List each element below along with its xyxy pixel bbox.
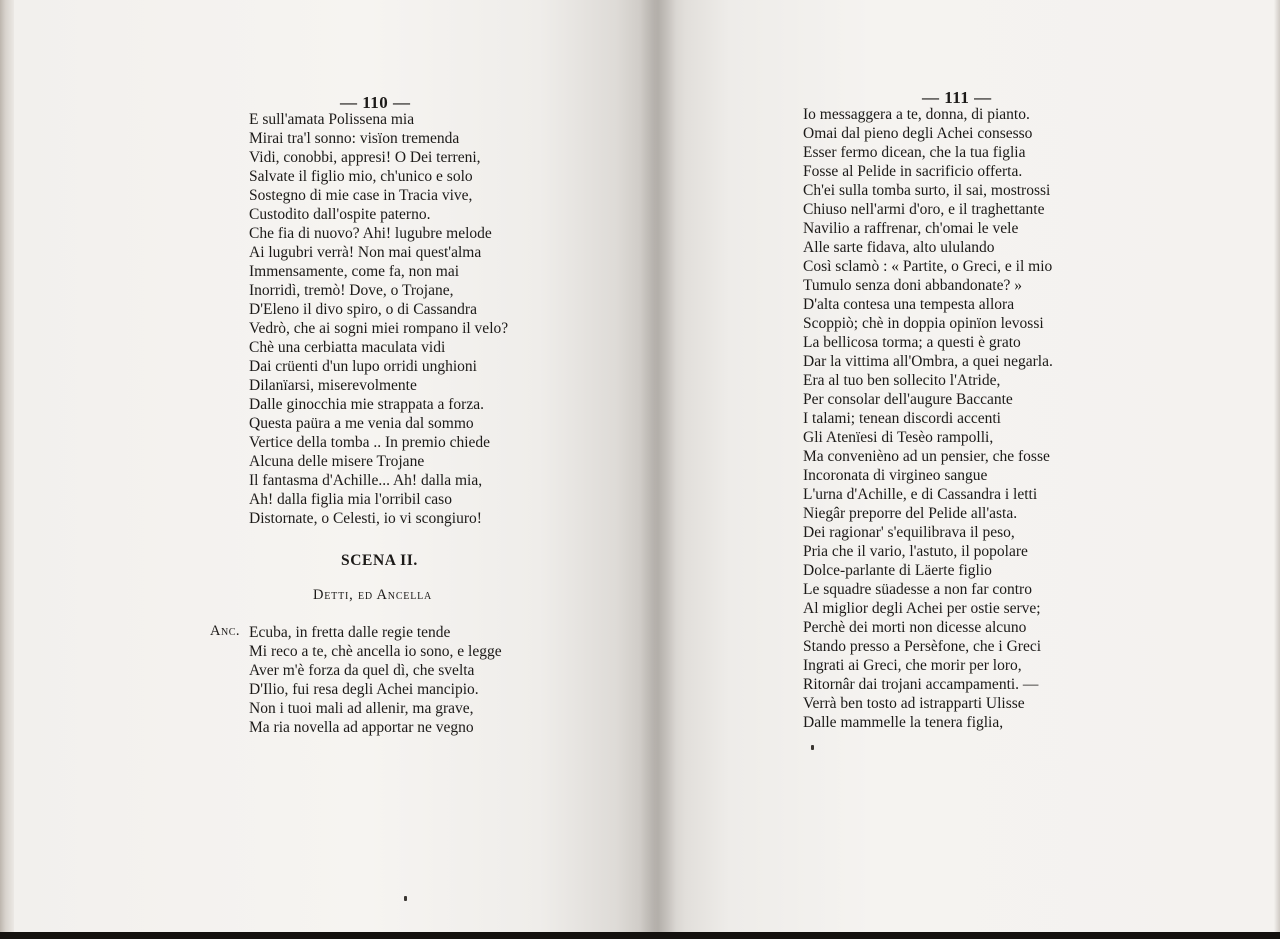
verse-line: Così sclamò : « Partite, o Greci, e il mio — [803, 258, 1053, 275]
verse-line: D'Ilio, fui resa degli Achei mancipio. — [249, 681, 479, 698]
left-page-edge — [0, 0, 14, 932]
verse-line: L'urna d'Achille, e di Cassandra i letti — [803, 486, 1038, 503]
verse-line: Alle sarte fidava, alto ululando — [803, 239, 995, 256]
verse-line: Aver m'è forza da quel dì, che svelta — [249, 662, 475, 679]
verse-line: Scoppiò; chè in doppia opinïon levossi — [803, 315, 1044, 332]
verse-line: Ah! dalla figlia mia l'orribil caso — [249, 491, 452, 508]
verse-line: Il fantasma d'Achille... Ah! dalla mia, — [249, 472, 483, 489]
verse-line: Gli Atenïesi di Tesèo rampolli, — [803, 429, 994, 446]
speaker-label: Anc. — [210, 623, 240, 639]
left-verse-block — [249, 110, 508, 528]
verse-line: Incoronata di virgineo sangue — [803, 467, 988, 484]
right-page-number: — 111 — — [922, 88, 992, 107]
verse-line: Tumulo senza doni abbandonate? » — [803, 277, 1022, 294]
verse-line: Dar la vittima all'Ombra, a quei negarla. — [803, 353, 1053, 370]
verse-line: Dei ragionar' s'equilibrava il peso, — [803, 524, 1015, 541]
verse-line: Fosse al Pelide in sacrificio offerta. — [803, 163, 1023, 180]
verse-line: D'Eleno il divo spiro, o di Cassandra — [249, 301, 477, 318]
verse-line: Io messaggera a te, donna, di pianto. — [803, 106, 1030, 123]
verse-line: Dalle mammelle la tenera figlia, — [803, 714, 1004, 731]
verse-line: Vedrò, che ai sogni miei rompano il velo? — [249, 320, 509, 337]
ink-speck — [404, 896, 407, 901]
verse-line: Verrà ben tosto ad istrapparti Ulisse — [803, 695, 1025, 712]
ancella-speech-block — [249, 623, 502, 737]
table-surface — [0, 932, 1280, 939]
verse-line: Inorridì, tremò! Dove, o Trojane, — [249, 282, 454, 299]
right-page-edge — [1274, 0, 1280, 932]
verse-line: Vidi, conobbi, appresi! O Dei terreni, — [249, 149, 481, 166]
verse-line: Era al tuo ben sollecito l'Atride, — [803, 372, 1001, 389]
verse-line: Ritornâr dai trojani accampamenti. — — [803, 676, 1039, 693]
verse-line: Mi reco a te, chè ancella io sono, e legge — [249, 643, 502, 660]
verse-line: Omai dal pieno degli Achei consesso — [803, 125, 1033, 142]
verse-line: Dolce-parlante di Läerte figlio — [803, 562, 992, 579]
verse-line: Ch'ei sulla tomba surto, il sai, mostrossi — [803, 182, 1051, 199]
verse-line: Chè una cerbiatta maculata vidi — [249, 339, 446, 356]
verse-line: Le squadre süadesse a non far contro — [803, 581, 1032, 598]
verse-line: Navilio a raffrenar, ch'omai le vele — [803, 220, 1019, 237]
verse-line: Chiuso nell'armi d'oro, e il traghettante — [803, 201, 1045, 218]
verse-line: D'alta contesa una tempesta allora — [803, 296, 1015, 313]
verse-line: Ingrati ai Greci, che morir per loro, — [803, 657, 1022, 674]
verse-line: I talami; tenean discordi accenti — [803, 410, 1001, 427]
verse-line: Stando presso a Persèfone, che i Greci — [803, 638, 1042, 655]
verse-line: Ecuba, in fretta dalle regie tende — [249, 624, 451, 641]
ink-speck — [811, 745, 814, 750]
right-verse-block — [803, 105, 1053, 732]
verse-line: Sostegno di mie case in Tracia vive, — [249, 187, 473, 204]
left-page-number: — 110 — — [340, 93, 411, 112]
scene-heading: SCENA II. — [341, 552, 418, 569]
verse-line: Distornate, o Celesti, io vi scongiuro! — [249, 510, 482, 527]
verse-line: Salvate il figlio mio, ch'unico e solo — [249, 168, 473, 185]
verse-line: E sull'amata Polissena mia — [249, 111, 415, 128]
verse-line: Dilanïarsi, miserevolmente — [249, 377, 417, 394]
verse-line: Mirai tra'l sonno: visïon tremenda — [249, 130, 460, 147]
verse-line: Immensamente, come fa, non mai — [249, 263, 460, 280]
verse-line: Esser fermo dicean, che la tua figlia — [803, 144, 1026, 161]
book-gutter — [640, 0, 676, 932]
verse-line: Al miglior degli Achei per ostie serve; — [803, 600, 1041, 617]
verse-line: Pria che il vario, l'astuto, il popolare — [803, 543, 1028, 560]
verse-line: Perchè dei morti non dicesse alcuno — [803, 619, 1027, 636]
verse-line: Che fia di nuovo? Ahi! lugubre melode — [249, 225, 492, 242]
verse-line: Custodito dall'ospite paterno. — [249, 206, 431, 223]
verse-line: Niegâr preporre del Pelide all'asta. — [803, 505, 1018, 522]
verse-line: La bellicosa torma; a questi è grato — [803, 334, 1021, 351]
verse-line: Questa paüra a me venia dal sommo — [249, 415, 474, 432]
verse-line: Per consolar dell'augure Baccante — [803, 391, 1013, 408]
verse-line: Ma ria novella ad apportar ne vegno — [249, 719, 474, 736]
verse-line: Non i tuoi mali ad allenir, ma grave, — [249, 700, 474, 717]
verse-line: Ai lugubri verrà! Non mai quest'alma — [249, 244, 482, 261]
verse-line: Vertice della tomba .. In premio chiede — [249, 434, 491, 451]
scene-subheading: Detti, ed Ancella — [313, 587, 433, 603]
verse-line: Alcuna delle misere Trojane — [249, 453, 425, 470]
verse-line: Dalle ginocchia mie strappata a forza. — [249, 396, 484, 413]
verse-line: Dai crüenti d'un lupo orridi unghioni — [249, 358, 477, 375]
verse-line: Ma convenièno ad un pensier, che fosse — [803, 448, 1050, 465]
